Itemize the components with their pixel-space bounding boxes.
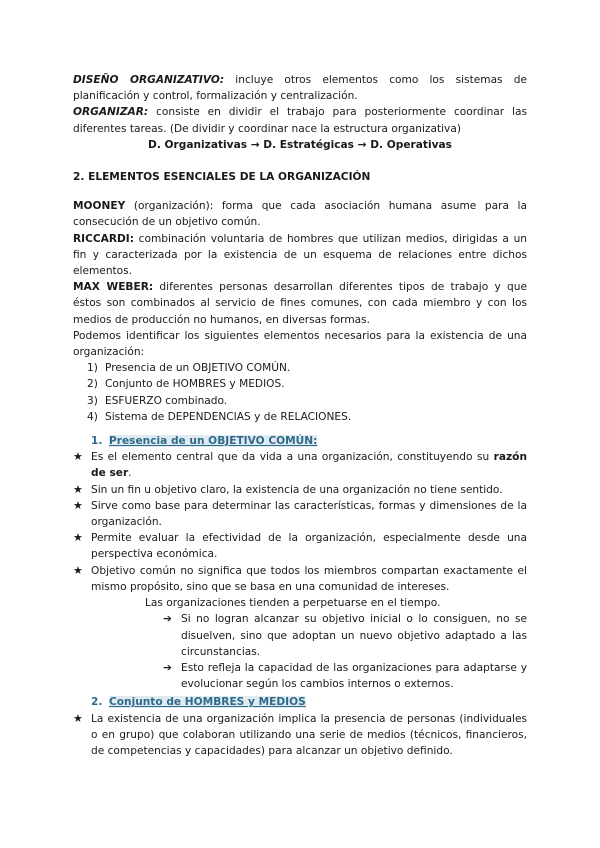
subsection-title: Conjunto de HOMBRES y MEDIOS bbox=[109, 696, 306, 709]
term-diseno: DISEÑO ORGANIZATIVO: bbox=[73, 74, 225, 86]
list-number: 2) bbox=[87, 378, 98, 391]
list-text: Sistema de DEPENDENCIAS y de RELACIONES. bbox=[105, 410, 352, 423]
bullet-text: Objetivo común no significa que todos los miembros compartan exactamente el mismo propósito, sino que se basa en una comunidad de intereses. bbox=[91, 564, 527, 593]
list-item bbox=[73, 530, 527, 562]
def-term: RICCARDI: bbox=[73, 232, 134, 245]
list-item bbox=[73, 711, 527, 760]
lead-paragraph: Podemos identificar los siguientes elementos necesarios para la existencia de una organización: bbox=[73, 329, 527, 359]
def-text: diferentes personas desarrollan diferentes tipos de trabajo y que éstos son combinados al servicio de fines comunes, con cada miembro y con los medios de producción no humanos, en diversas formas. bbox=[73, 281, 527, 326]
list-item bbox=[73, 449, 527, 481]
subsection-title: Presencia de un OBJETIVO COMÚN: bbox=[109, 435, 318, 448]
list-item bbox=[73, 482, 527, 498]
arrow-right-icon: ➔ bbox=[163, 613, 172, 626]
paragraph-organizar bbox=[73, 104, 527, 136]
subsection-number: 2. bbox=[91, 696, 103, 709]
bullet-emphasis: razón de ser bbox=[91, 451, 527, 480]
arrow-list bbox=[73, 611, 527, 692]
def-text: (organización): forma que cada asociación humana asume para la consecución de un objetivo común. bbox=[73, 200, 527, 229]
list-number: 1) bbox=[87, 362, 98, 375]
list-text: Conjunto de HOMBRES y MEDIOS. bbox=[105, 378, 285, 391]
arrow-text: Si no logran alcanzar su objetivo inicial o lo consiguen, no se disuelven, sino que adoptan un nuevo objetivo adaptado a las circunstancias. bbox=[181, 613, 527, 658]
def-mooney bbox=[73, 198, 527, 230]
list-item bbox=[163, 611, 527, 660]
bullet-text: Sin un fin u objetivo claro, la existencia de una organización no tiene sentido. bbox=[91, 483, 503, 496]
bullet-text: Es el elemento central que da vida a una organización, constituyendo su bbox=[91, 451, 494, 464]
list-text: Presencia de un OBJETIVO COMÚN. bbox=[105, 362, 291, 375]
list-item bbox=[73, 360, 527, 376]
subsection-heading-1 bbox=[73, 433, 527, 449]
resources-bullets bbox=[73, 711, 527, 760]
paragraph-diseno bbox=[73, 72, 527, 104]
text-organizar: consiste en dividir el trabajo para posteriormente coordinar las diferentes tareas. (De dividir y coordinar nace la estructura organizativa) bbox=[73, 106, 527, 135]
document-page bbox=[73, 72, 527, 759]
def-text: combinación voluntaria de hombres que utilizan medios, dirigidas a un fin y caracterizada por la existencia de un esquema de relaciones entre dichos elementos. bbox=[73, 232, 527, 278]
elements-list bbox=[73, 360, 527, 425]
subsection-number: 1. bbox=[91, 435, 103, 448]
star-icon: ★ bbox=[73, 450, 83, 464]
star-icon: ★ bbox=[73, 711, 83, 725]
def-term: MOONEY bbox=[73, 200, 126, 213]
list-item bbox=[73, 393, 527, 409]
list-item bbox=[73, 376, 527, 392]
bullet-text: . bbox=[128, 467, 132, 480]
term-organizar: ORGANIZAR: bbox=[73, 106, 149, 119]
perpetuate-line: Las organizaciones tienden a perpetuarse en el tiempo. bbox=[145, 597, 441, 610]
star-icon: ★ bbox=[73, 498, 83, 512]
arrow-text: Esto refleja la capacidad de las organizaciones para adaptarse y evolucionar según los cambios internos o externos. bbox=[181, 661, 527, 691]
star-icon: ★ bbox=[73, 531, 83, 545]
list-number: 4) bbox=[87, 410, 98, 423]
list-text: ESFUERZO combinado. bbox=[105, 394, 228, 407]
star-icon: ★ bbox=[73, 482, 83, 496]
star-icon: ★ bbox=[73, 563, 83, 577]
def-term: MAX WEBER: bbox=[73, 281, 154, 294]
arrow-right-icon: ➔ bbox=[163, 661, 172, 674]
list-item bbox=[73, 563, 527, 595]
list-item bbox=[73, 409, 527, 425]
bullet-text: La existencia de una organización implica la presencia de personas (individuales o en grupo) que colaboran utilizando una serie de medios (técnicos, financieros, de competencias y capacidades) para alcanzar un objetivo definido. bbox=[91, 712, 527, 757]
section-heading: 2. ELEMENTOS ESENCIALES DE LA ORGANIZACIÓN bbox=[73, 171, 371, 184]
list-item bbox=[163, 660, 527, 692]
bullet-text: Permite evaluar la efectividad de la organización, especialmente desde una perspectiva económica. bbox=[91, 532, 527, 561]
subsection-heading-2 bbox=[73, 694, 527, 710]
objective-bullets bbox=[73, 449, 527, 595]
decisions-line: D. Organizativas → D. Estratégicas → D. Operativas bbox=[148, 138, 452, 151]
text-diseno: incluye otros elementos como los sistemas de planificación y control, formalización y centralización. bbox=[73, 74, 527, 103]
def-riccardi bbox=[73, 231, 527, 280]
list-number: 3) bbox=[87, 394, 98, 407]
bullet-text: Sirve como base para determinar las características, formas y dimensiones de la organización. bbox=[91, 499, 527, 529]
list-item bbox=[73, 498, 527, 530]
def-weber bbox=[73, 279, 527, 328]
